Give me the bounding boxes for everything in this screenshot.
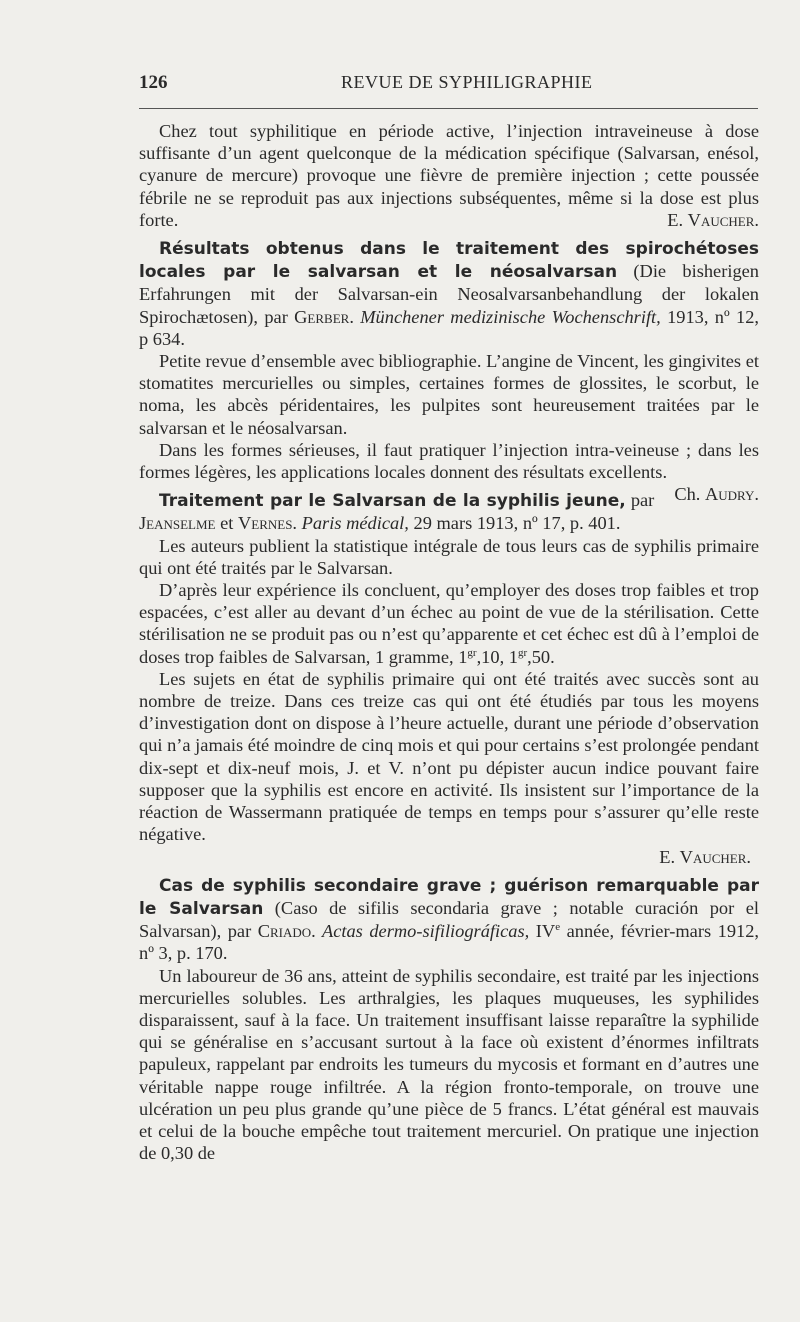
page-number: 126 (139, 72, 168, 93)
signature-name: Vaucher. (687, 209, 759, 230)
entry-reference: et (215, 513, 238, 534)
entry-reference: par (625, 490, 655, 511)
entry-journal: Münchener medizinische Wochenschrift, (353, 306, 661, 327)
entry-citation: IV (529, 921, 556, 942)
paragraph: Les auteurs publient la statistique intégrale de tous leurs cas de syphilis primaire qui ont été traités par le Salvarsan. (139, 535, 759, 578)
entry-title: Résultats obtenus dans le traitement des spirochétoses locales par le salvarsan et le néosalvarsan (139, 239, 759, 283)
signature-initial: Ch. (674, 484, 705, 505)
paragraph-text: ,10, 1 (476, 646, 518, 667)
signature-initial: E. (659, 846, 680, 867)
paragraph-text: D’après leur expérience ils concluent, qu’employer des doses trop faibles et trop espacées, c’est aller au devant d’un échec au point de vue de la stérilisation. Cette stérilisation ne se produit pas ou n’est qu’apparente et cet échec est dû à l’emploi de doses trop faibles de Salvarsan, 1 gramme, 1 (139, 580, 759, 667)
signature-initial: E. (667, 209, 688, 230)
paragraph (139, 579, 759, 668)
signature-name: Audry. (705, 484, 759, 505)
header-rule (139, 108, 758, 109)
entry-author: Gerber. (294, 306, 354, 327)
running-title: REVUE DE SYPHILIGRAPHIE (341, 72, 593, 92)
review-entry-header (139, 237, 759, 350)
unit-superscript: gr (467, 646, 477, 659)
entry-author: Jeanselme (139, 513, 216, 534)
paragraph: Petite revue d’ensemble avec bibliographie. L’angine de Vincent, les gingivites et stomatites mercurielles ou simples, certaines formes de glossites, le scorbut, le noma, les abcès péridentaires, les pulpites sont heureusement traitées par le salvarsan et le néosalvarsan. (139, 351, 759, 438)
page-body (139, 120, 759, 1164)
entry-title: Cas de syphilis secondaire grave ; guérison remarquable par le Salvarsan (139, 875, 759, 919)
paragraph-text: ,50. (527, 646, 555, 667)
paragraph-text: Dans les formes sérieuses, il faut pratiquer l’injection intra-veineuse ; dans les formes légères, les applications locales donnent des résultats excellents. (139, 439, 759, 483)
unit-superscript: gr (517, 646, 528, 659)
entry-title: Traitement par le Salvarsan de la syphilis jeune, (159, 491, 626, 512)
entry-citation: 1913, nº 12, p 634. (139, 306, 759, 349)
entry-journal: Paris médical, (297, 513, 409, 534)
signature (139, 846, 759, 868)
page-header (139, 72, 759, 98)
entry-author: Criado. (257, 921, 316, 942)
signature-name: Vaucher. (679, 846, 751, 867)
paragraph: Un laboureur de 36 ans, atteint de syphilis secondaire, est traité par les injections mercurielles solubles. Les arthralgies, les plaques muqueuses, les syphilides disparaissent, sauf à la face. Un traitement insuffisant laisse reparaître la syphilide qui se généralise en s’accusant surtout à la face où existent d’énormes infiltrats papuleux, rappelant par endroits les tumeurs du mycosis et formant en d’autres une véritable nappe rouge infiltrée. A la région fronto-temporale, on trouve une ulcération un peu plus grande qu’une pièce de 5 francs. L’état général est mauvais et celui de la bouche empêche tout traitement mercuriel. On pratique une injection de 0,30 de (139, 965, 759, 1164)
review-entry-header (139, 874, 759, 965)
signature (647, 209, 759, 231)
entry-reference: (Caso de sifilis secondaria grave ; notable curación por el Salvarsan), par (139, 897, 759, 942)
entry-reference: (Die bisherigen Erfahrungen mit der Salvarsan-ein Neosalvarsanbehandlung der lokalen Spirochætosen), par (139, 261, 760, 327)
entry-citation: 29 mars 1913, nº 17, p. 401. (408, 513, 621, 534)
paragraph (139, 120, 759, 231)
ordinal-superscript: e (555, 920, 561, 933)
entry-author: Vernes. (237, 513, 298, 534)
entry-journal: Actas dermo-sifiliográficas, (315, 921, 530, 942)
paragraph: Les sujets en état de syphilis primaire qui ont été traités avec succès sont au nombre de treize. Dans ces treize cas qui ont été étudiés par tous les moyens d’investigation dont on dispose à l’heure actuelle, durant une période d’observation qui n’a jamais été moindre de cinq mois et qui pour certains s’est prolongée pendant dix-sept et dix-neuf mois, J. et V. n’ont pu dépister aucun indice pouvant faire supposer que la syphilis est encore en activité. Ils insistent sur l’importance de la réaction de Wassermann pratiquée de temps en temps pour s’assurer qu’elle reste négative. (139, 668, 759, 845)
paragraph-text: Chez tout syphilitique en période active, l’injection intraveineuse à dose suffisante d’un agent quelconque de la médication spécifique (Salvarsan, enésol, cyanure de mercure) provoque une fièvre de première injection ; cette poussée fébrile ne se reproduit pas aux injections subséquentes, même si la dose est plus forte. (139, 121, 759, 230)
signature (654, 483, 759, 505)
entry-citation: année, février-mars 1912, nº 3, p. 170. (139, 921, 759, 964)
